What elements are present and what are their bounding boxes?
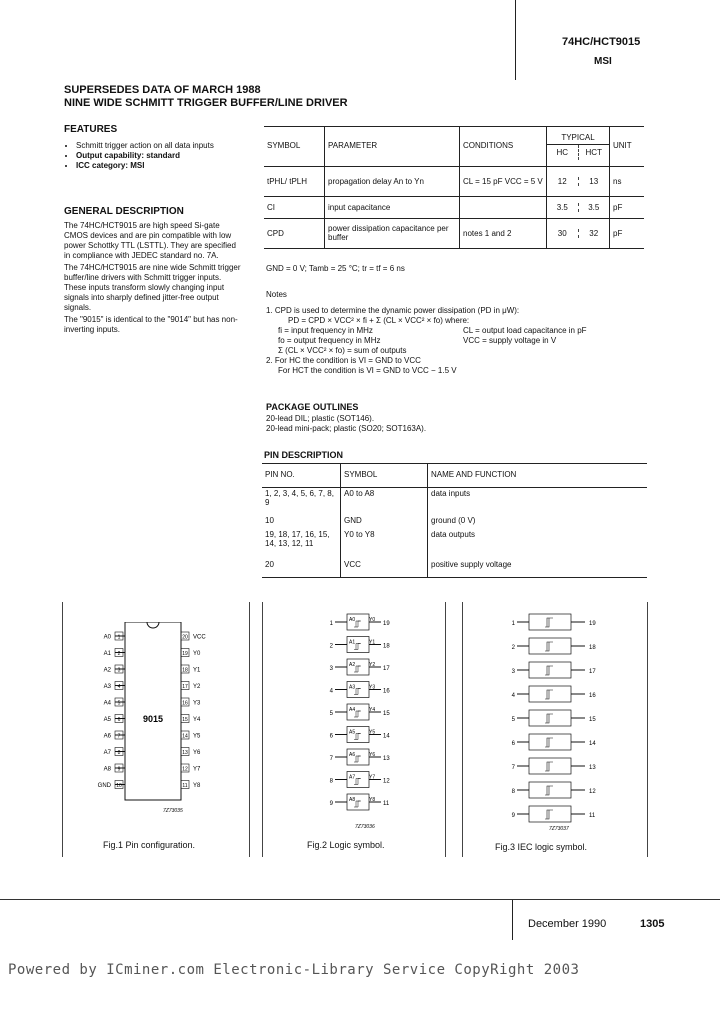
iec-buffer-box [529, 782, 571, 798]
pin-label: A3 [103, 684, 111, 690]
fig2-logic-symbol [262, 602, 446, 857]
pin-label: Y7 [193, 766, 201, 773]
fig3-caption: Fig.3 IEC logic symbol. [495, 842, 588, 852]
table-footnote: GND = 0 V; Tamb = 25 °C; tr = tf = 6 ns [266, 264, 405, 273]
output-pin-number: 12 [383, 778, 390, 785]
col-symbol: SYMBOL [267, 141, 301, 151]
symbol-cell: CI [267, 202, 275, 212]
pin-label: A5 [103, 717, 111, 723]
output-label: Y7 [369, 774, 376, 781]
symbol-cell: CPD [267, 228, 284, 238]
output-pin-number: 16 [589, 693, 596, 699]
pin-no: 1, 2, 3, 4, 5, 6, 7, 8, 9 [265, 488, 334, 507]
input-pin-number: 2 [511, 645, 515, 651]
pin-number: 1 [117, 634, 121, 641]
figure-code: 7Z73037 [549, 826, 569, 832]
pin-symbol: Y0 to Y8 [341, 529, 428, 559]
general-description-heading: GENERAL DESCRIPTION [64, 206, 184, 217]
feature-item: • Output capability: standard [76, 151, 249, 161]
pin-label: A1 [103, 651, 111, 657]
figure-code: 7Z73036 [355, 824, 375, 830]
note-1: 1. CPD is used to determine the dynamic power dissipation (PD in μW): [266, 306, 520, 315]
schmitt-icon [545, 666, 553, 675]
hct-value: 32 [578, 229, 610, 238]
pin-number: 6 [117, 717, 121, 723]
pin-description-heading: PIN DESCRIPTION [264, 450, 344, 460]
schmitt-icon [545, 738, 553, 747]
description-paragraph: The "9015" is identical to the "9014" but has non-inverting inputs. [64, 315, 238, 334]
pin-label: A6 [103, 733, 111, 740]
pin-number: 12 [182, 766, 188, 773]
pin-no: 20 [265, 560, 274, 569]
pin-label: Y6 [193, 750, 201, 756]
pin-number: 20 [182, 634, 188, 641]
features-list [64, 141, 249, 171]
iec-diagram [463, 610, 647, 840]
description-paragraph: The 74HC/HCT9015 are nine wide Schmitt trigger buffer/line drivers with Schmitt trigger inputs. These inputs transform slowly changing input signals into sharply defined jitter-free output signals. [64, 263, 241, 312]
pin-label: A8 [103, 766, 111, 773]
iec-buffer-box [529, 614, 571, 630]
pin-number: 10 [116, 783, 122, 789]
parameter-cell: input capacitance [325, 196, 460, 218]
note-cl: CL = output load capacitance in pF [463, 326, 587, 335]
document-title [64, 84, 348, 110]
output-pin-number: 13 [383, 756, 390, 762]
feature-item: • ICC category: MSI [76, 161, 249, 171]
pin-label: Y1 [193, 667, 201, 674]
schmitt-icon [545, 618, 553, 627]
parameter-cell: power dissipation capacitance per buffer [325, 218, 460, 248]
pin-number: 13 [182, 750, 188, 756]
pin-label: A2 [103, 667, 111, 674]
pin-label: Y3 [193, 700, 201, 707]
package-heading: PACKAGE OUTLINES [266, 402, 359, 412]
pin-number: 16 [182, 700, 188, 707]
note-2a: 2. For HC the condition is VI = GND to VCC [266, 356, 421, 365]
fig3-iec-logic-symbol [462, 602, 648, 857]
pin-label: A7 [103, 750, 111, 756]
note-2b: For HCT the condition is VI = GND to VCC − 1.5 V [278, 366, 457, 375]
output-pin-number: 14 [589, 741, 596, 747]
pin-symbol: A0 to A8 [341, 487, 428, 515]
output-pin-number: 14 [383, 733, 390, 740]
output-pin-number: 15 [383, 711, 390, 717]
input-pin-number: 7 [511, 765, 515, 771]
general-description [64, 221, 244, 335]
feature-item: • Schmitt trigger action on all data inputs [76, 141, 249, 151]
input-pin-number: 7 [329, 756, 333, 762]
pin-number: 4 [117, 684, 121, 690]
pin-table [262, 463, 647, 578]
output-label: Y1 [369, 639, 376, 646]
iec-buffer-box [529, 734, 571, 750]
schmitt-icon [545, 762, 553, 771]
pin-number: 5 [117, 700, 121, 707]
output-pin-number: 11 [383, 801, 390, 807]
schmitt-icon [545, 714, 553, 723]
output-pin-number: 19 [383, 621, 390, 627]
output-pin-number: 19 [589, 621, 596, 627]
pin-label: Y0 [193, 651, 201, 657]
output-pin-number: 15 [589, 717, 596, 723]
device-title: NINE WIDE SCHMITT TRIGGER BUFFER/LINE DRIVER [64, 97, 348, 109]
input-pin-number: 4 [511, 693, 515, 699]
part-number: 74HC/HCT9015 [562, 36, 641, 48]
pin-label: GND [97, 783, 111, 789]
header-divider [515, 0, 516, 80]
input-pin-number: 3 [329, 666, 333, 672]
schmitt-icon [545, 690, 553, 699]
figure-code: 7Z73035 [163, 808, 183, 814]
pin-number: 9 [117, 766, 121, 773]
input-label: A1 [349, 639, 356, 646]
pin-number: 8 [117, 750, 121, 756]
input-pin-number: 5 [511, 717, 515, 723]
pin-function: ground (0 V) [428, 515, 648, 529]
pin-function: data inputs [428, 487, 648, 515]
typical-cell [547, 196, 610, 218]
output-pin-number: 12 [589, 789, 596, 795]
unit-cell: ns [610, 166, 645, 196]
notes-block [266, 306, 646, 376]
pin-number: 19 [182, 651, 188, 657]
output-pin-number: 17 [589, 669, 596, 675]
unit-cell: pF [610, 196, 645, 218]
col-parameter: PARAMETER [325, 126, 460, 166]
pin-col-header: NAME AND FUNCTION [428, 463, 648, 487]
symbol-cell: tPHL/ tPLH [267, 176, 308, 186]
input-label: A6 [349, 752, 356, 758]
hct-value: 13 [578, 177, 610, 186]
iec-buffer-box [529, 758, 571, 774]
notes-heading: Notes [266, 290, 287, 299]
iec-buffer-box [529, 710, 571, 726]
output-label: Y6 [369, 752, 376, 758]
hc-value: 30 [557, 228, 567, 238]
hc-label: HC [556, 148, 569, 158]
output-pin-number: 13 [589, 765, 596, 771]
input-label: A8 [349, 797, 356, 803]
pin-label: A0 [103, 634, 111, 641]
schmitt-icon [545, 810, 553, 819]
conditions-cell: notes 1 and 2 [460, 218, 547, 248]
input-label: A3 [349, 684, 356, 691]
pin-number: 17 [182, 684, 188, 690]
output-pin-number: 17 [383, 666, 390, 672]
output-label: Y0 [369, 617, 376, 623]
hct-label: HCT [578, 145, 610, 160]
pin-number: 14 [182, 733, 188, 740]
note-fo: fo = output frequency in MHz [278, 336, 381, 345]
pin-label: Y8 [193, 783, 201, 789]
output-label: Y2 [369, 662, 376, 668]
characteristics-table [264, 126, 644, 249]
logic-diagram [263, 612, 445, 842]
typical-cell [547, 218, 610, 248]
iec-buffer-box [529, 662, 571, 678]
output-pin-number: 16 [383, 688, 390, 695]
col-typical [547, 126, 610, 166]
input-pin-number: 8 [329, 778, 333, 785]
issue-date: December 1990 [528, 918, 607, 930]
pin-number: 2 [117, 651, 121, 657]
input-pin-number: 1 [511, 621, 515, 627]
fig1-pin-configuration [62, 602, 250, 857]
pin-number: 11 [182, 783, 188, 789]
pin-number: 3 [117, 667, 121, 674]
iec-buffer-box [529, 686, 571, 702]
pin-label: VCC [193, 634, 206, 641]
input-label: A4 [349, 707, 356, 713]
page-number: 1305 [640, 918, 665, 930]
pin-function: data outputs [428, 529, 648, 559]
conditions-cell: CL = 15 pF VCC = 5 V [460, 166, 547, 196]
pin-no: 19, 18, 17, 16, 15, 14, 13, 12, 11 [265, 530, 330, 548]
note-fi: fi = input frequency in MHz [278, 326, 373, 335]
bottom-rule [0, 899, 720, 900]
output-label: Y4 [369, 707, 376, 713]
parameter-cell: propagation delay An to Yn [325, 166, 460, 196]
pin-label: Y4 [193, 717, 201, 723]
iec-buffer-box [529, 806, 571, 822]
col-unit: UNIT [610, 126, 645, 166]
note-formula: PD = CPD × VCC² × fi + Σ (CL × VCC² × fo) where: [288, 316, 470, 325]
hct-value: 3.5 [578, 203, 610, 212]
package-line: 20-lead DIL; plastic (SOT146). [266, 414, 375, 423]
input-pin-number: 9 [511, 813, 515, 819]
typical-label: TYPICAL [547, 131, 609, 145]
input-pin-number: 6 [329, 733, 333, 740]
output-label: Y8 [369, 797, 376, 803]
chip-label: 9015 [142, 714, 164, 724]
output-pin-number: 18 [589, 645, 596, 651]
schmitt-icon [545, 642, 553, 651]
input-pin-number: 1 [329, 621, 333, 627]
schmitt-icon [545, 786, 553, 795]
unit-cell: pF [610, 218, 645, 248]
input-pin-number: 9 [329, 801, 333, 807]
pin-label: A4 [103, 700, 111, 707]
pin-number: 18 [182, 667, 188, 674]
iec-buffer-box [529, 638, 571, 654]
input-pin-number: 6 [511, 741, 515, 747]
pin-col-header: SYMBOL [341, 463, 428, 487]
note-sum: Σ (CL × VCC² × fo) = sum of outputs [278, 346, 407, 355]
bottom-divider [512, 900, 513, 940]
input-pin-number: 2 [329, 643, 333, 650]
input-pin-number: 5 [329, 711, 333, 717]
description-paragraph: The 74HC/HCT9015 are high speed Si-gate CMOS devices and are pin compatible with low power Schottky TTL (LSTTL). They are specified in compliance with JEDEC standard no. 7A. [64, 221, 236, 260]
input-pin-number: 3 [511, 669, 515, 675]
output-label: Y3 [369, 684, 376, 691]
input-pin-number: 4 [329, 688, 333, 695]
hc-value: 3.5 [556, 202, 568, 212]
output-pin-number: 11 [589, 813, 596, 819]
output-label: Y5 [369, 729, 376, 736]
input-label: A5 [349, 729, 356, 736]
pin-symbol: GND [341, 515, 428, 529]
fig2-caption: Fig.2 Logic symbol. [307, 840, 385, 850]
input-label: A2 [349, 662, 356, 668]
part-class: MSI [594, 56, 612, 67]
pin-no: 10 [265, 516, 274, 525]
hc-value: 12 [557, 176, 567, 186]
supersedes-line: SUPERSEDES DATA OF MARCH 1988 [64, 84, 261, 96]
pin-number: 7 [117, 733, 121, 740]
note-vcc: VCC = supply voltage in V [463, 336, 557, 345]
input-label: A7 [349, 774, 356, 781]
pin-col-header: PIN NO. [265, 470, 295, 480]
typical-cell [547, 166, 610, 196]
conditions-cell [460, 196, 547, 218]
pin-label: Y2 [193, 684, 201, 690]
pin-diagram [63, 622, 249, 852]
input-pin-number: 8 [511, 789, 515, 795]
pin-label: Y5 [193, 733, 201, 740]
fig1-caption: Fig.1 Pin configuration. [103, 840, 196, 850]
pin-symbol: VCC [341, 559, 428, 577]
features-heading: FEATURES [64, 124, 118, 135]
package-line: 20-lead mini-pack; plastic (SO20; SOT163A). [266, 424, 427, 433]
input-label: A0 [349, 617, 356, 623]
output-pin-number: 18 [383, 643, 390, 650]
pin-number: 15 [182, 717, 188, 723]
pin-function: positive supply voltage [428, 559, 648, 577]
footer-watermark: Powered by ICminer.com Electronic-Library Service CopyRight 2003 [8, 962, 580, 978]
col-conditions: CONDITIONS [460, 126, 547, 166]
